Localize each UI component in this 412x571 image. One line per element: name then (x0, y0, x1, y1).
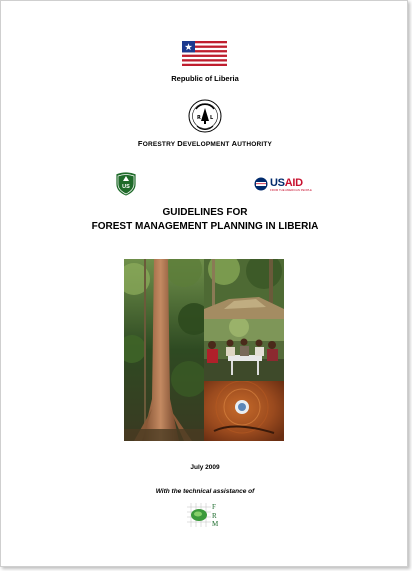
frm-letter-f: F (212, 503, 216, 511)
frm-logo (187, 503, 223, 529)
frm-grid-globe-icon (187, 503, 211, 529)
forest-tree-photo (124, 259, 204, 441)
forest-stream-photo (204, 259, 284, 319)
usaid-tagline: FROM THE AMERICAN PEOPLE (270, 188, 312, 192)
marked-log-photo (204, 381, 284, 441)
technical-assistance-note: With the technical assistance of (155, 488, 255, 495)
forest-service-shield-icon (114, 171, 138, 197)
community-meeting-photo (204, 319, 284, 381)
usaid-wordmark: USAID (270, 177, 303, 189)
svg-text:US: US (122, 184, 130, 190)
publication-date: July 2009 (190, 464, 220, 471)
cover-photo-collage (124, 259, 284, 441)
document-title-line-2: FOREST MANAGEMENT PLANNING IN LIBERIA (91, 221, 319, 232)
frm-letter-r: R (212, 511, 217, 520)
svg-text:R: R (197, 115, 201, 121)
document-title-line-1: GUIDELINES FOR (162, 207, 248, 218)
authority-name: FORESTRY DEVELOPMENT AUTHORITY (137, 139, 273, 148)
country-name: Republic of Liberia (171, 74, 239, 83)
usaid-seal-icon (254, 177, 268, 191)
svg-text:L: L (210, 115, 214, 121)
frm-letter-m: M (212, 520, 219, 528)
usaid-logo (254, 177, 312, 192)
liberia-flag-icon (182, 41, 227, 66)
forestry-seal-icon (188, 99, 222, 133)
